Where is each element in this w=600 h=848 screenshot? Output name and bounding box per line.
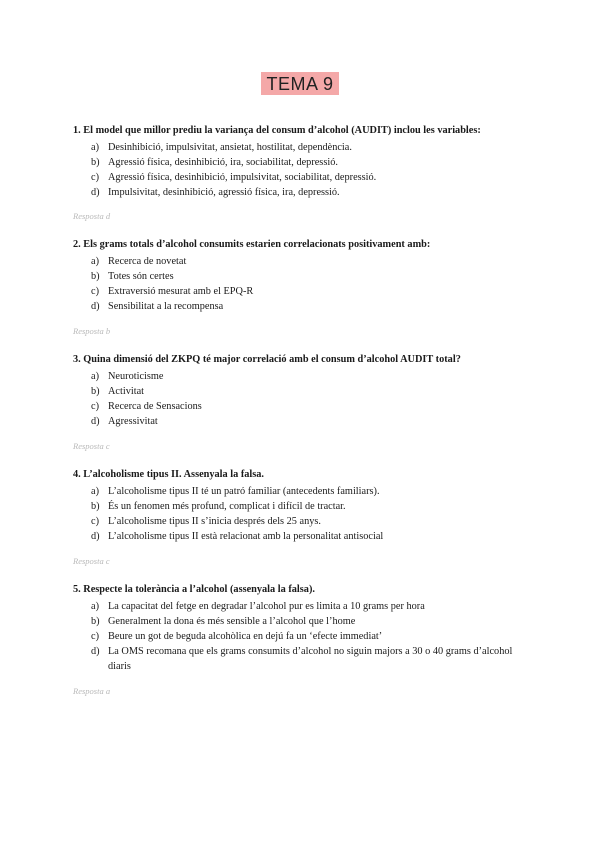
option-letter: d) [91,531,100,542]
question-text: 3. Quina dimensió del ZKPQ té major correlació amb el consum d’alcohol AUDIT total? [73,354,461,365]
options-list [73,369,533,429]
question-text: 5. Respecte la tolerància a l’alcohol (assenyala la falsa). [73,584,315,595]
option-letter: d) [91,301,100,312]
option-text: L’alcoholisme tipus II té un patró familiar (antecedents familiars). [108,486,380,497]
option-a [73,484,533,499]
option-letter: a) [91,142,99,153]
question-text: 1. El model que millor prediu la variança del consum d’alcohol (AUDIT) inclou les variables: [73,125,481,136]
question-text: 4. L’alcoholisme tipus II. Assenyala la falsa. [73,469,264,480]
option-d [73,185,533,200]
option-text: Recerca de novetat [108,256,187,267]
option-text: Agressivitat [108,416,158,427]
option-d [73,529,533,544]
title-wrap [0,72,600,95]
option-text: Totes són certes [108,271,174,282]
option-text: Sensibilitat a la recompensa [108,301,224,312]
option-a [73,599,533,614]
option-d [73,299,533,314]
option-text: Extraversió mesurat amb el EPQ-R [108,286,254,297]
option-letter: a) [91,256,99,267]
question-2 [73,238,533,314]
option-letter: c) [91,516,99,527]
option-text: Impulsivitat, desinhibició, agressió física, ira, depressió. [108,187,340,198]
option-text: L’alcoholisme tipus II s’inicia després dels 25 anys. [108,516,321,527]
option-letter: c) [91,401,99,412]
option-text: La OMS recomana que els grams consumits d’alcohol no siguin majors a 30 o 40 grams d’alcohol diaris [108,646,513,672]
options-list [73,140,533,200]
option-letter: c) [91,172,99,183]
question-1 [73,124,533,200]
option-c [73,170,533,185]
option-text: Agressió física, desinhibició, ira, sociabilitat, depressió. [108,157,338,168]
option-b [73,269,533,284]
options-list [73,484,533,544]
question-text: 2. Els grams totals d’alcohol consumits estarien correlacionats positivament amb: [73,239,431,250]
option-letter: c) [91,631,99,642]
option-c [73,399,533,414]
option-text: La capacitat del fetge en degradar l’alcohol pur es limita a 10 grams per hora [108,601,425,612]
option-d [73,644,533,674]
option-b [73,499,533,514]
option-b [73,384,533,399]
option-b [73,614,533,629]
option-letter: b) [91,616,100,627]
question-5 [73,583,533,674]
answer-2: Resposta b [73,326,111,336]
option-c [73,629,533,644]
option-text: Agressió física, desinhibició, impulsivitat, sociabilitat, depressió. [108,172,377,183]
options-list [73,599,533,674]
option-text: Beure un got de beguda alcohòlica en dejú fa un ‘efecte immediat’ [108,631,383,642]
options-list [73,254,533,314]
answer-1: Resposta d [73,211,111,221]
option-letter: d) [91,187,100,198]
question-3 [73,353,533,429]
option-text: L’alcoholisme tipus II està relacionat amb la personalitat antisocial [108,531,384,542]
option-c [73,514,533,529]
option-text: Desinhibició, impulsivitat, ansietat, hostilitat, dependència. [108,142,352,153]
option-text: Generalment la dona és més sensible a l’alcohol que l’home [108,616,356,627]
option-c [73,284,533,299]
option-d [73,414,533,429]
option-letter: b) [91,386,100,397]
option-a [73,369,533,384]
option-letter: a) [91,601,99,612]
option-letter: b) [91,157,100,168]
answer-4: Resposta c [73,556,110,566]
answer-5: Resposta a [73,686,111,696]
option-text: Activitat [108,386,145,397]
option-b [73,155,533,170]
option-text: Neuroticisme [108,371,164,382]
option-letter: b) [91,501,100,512]
option-letter: d) [91,646,100,657]
answer-3: Resposta c [73,441,110,451]
option-letter: b) [91,271,100,282]
question-4 [73,468,533,544]
option-letter: d) [91,416,100,427]
option-a [73,254,533,269]
option-letter: c) [91,286,99,297]
option-letter: a) [91,371,99,382]
option-letter: a) [91,486,99,497]
option-a [73,140,533,155]
option-text: És un fenomen més profund, complicat i difícil de tractar. [108,501,346,512]
page-title: TEMA 9 [261,72,338,95]
option-text: Recerca de Sensacions [108,401,202,412]
